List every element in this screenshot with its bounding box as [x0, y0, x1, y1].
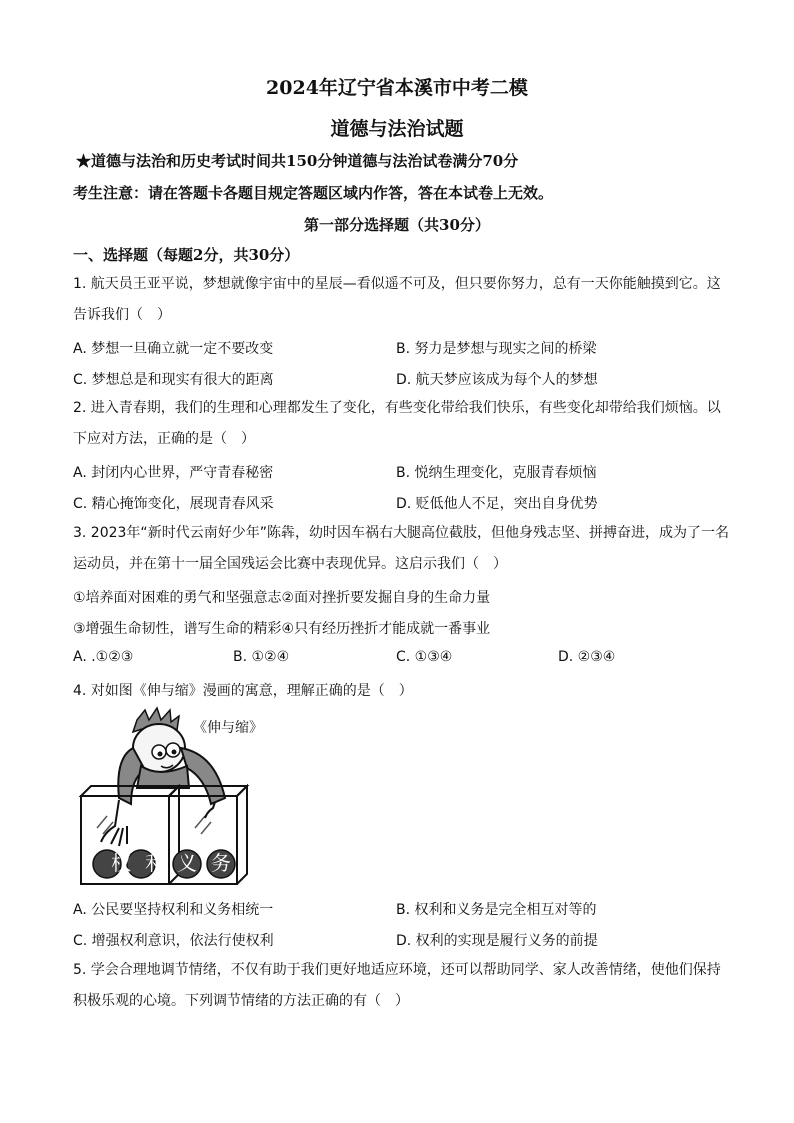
question-1-option-c: C. 梦想总是和现实有很大的距离 [73, 372, 274, 388]
question-2-option-b: B. 悦纳生理变化，克服青春烦恼 [396, 465, 597, 481]
question-3-statement-2: ③增强生命韧性，谱写生命的精彩④只有经历挫折才能成就一番事业 [73, 621, 491, 637]
question-5-stem: 5. 学会合理地调节情绪，不仅有助于我们更好地适应环境，还可以帮助同学、家人改善情绪，使他们保持积极乐观的心境。下列调节情绪的方法正确的有（ ） [73, 962, 721, 1009]
glass-reflections [97, 816, 211, 834]
comic-illustration [75, 708, 263, 888]
question-3-stem: 3. 2023年“新时代云南好少年”陈犇，幼时因车祸右大腿高位截肢，但他身残志坚、拼搏奋进，成为了一名运动员，并在第十一届全国残运会比赛中表现优异。这启示我们（ ） [73, 525, 729, 572]
comic-label-rights: 权利 [111, 851, 179, 875]
question-2-option-c: C. 精心掩饰变化，展现青春风采 [73, 496, 274, 512]
question-2-stem: 2. 进入青春期，我们的生理和心理都发生了变化，有些变化带给我们快乐，有些变化却带给我们烦恼。以下应对方法，正确的是（ ） [73, 400, 721, 447]
comic-caption: 《伸与缩》 [193, 720, 263, 736]
question-4-option-d: D. 权利的实现是履行义务的前提 [396, 933, 598, 949]
part-title: 第一部分选择题（共30分） [304, 216, 490, 234]
question-1-option-a: A. 梦想一旦确立就一定不要改变 [73, 341, 274, 357]
question-3-option-a: A. .①②③ [73, 649, 134, 665]
question-2-option-a: A. 封闭内心世界，严守青春秘密 [73, 465, 274, 481]
section-title: 一、选择题（每题2分，共30分） [73, 246, 300, 264]
question-3-option-b: B. ①②④ [233, 649, 290, 665]
exam-time-note: ★道德与法治和历史考试时间共150分钟道德与法治试卷满分70分 [76, 152, 519, 170]
question-3-statement-1: ①培养面对困难的勇气和坚强意志②面对挫折要发掘自身的生命力量 [73, 590, 491, 606]
question-1-option-d: D. 航天梦应该成为每个人的梦想 [396, 372, 598, 388]
comic-label-duties: 义务 [177, 851, 245, 875]
question-1-option-b: B. 努力是梦想与现实之间的桥梁 [396, 341, 597, 357]
exam-title: 2024年辽宁省本溪市中考二模 [266, 77, 528, 99]
question-2-option-d: D. 贬低他人不足，突出自身优势 [396, 496, 598, 512]
question-3-option-d: D. ②③④ [558, 649, 616, 665]
question-4-stem: 4. 对如图《伸与缩》漫画的寓意，理解正确的是（ ） [73, 683, 413, 699]
left-hand-shape [101, 800, 127, 846]
question-1-stem: 1. 航天员王亚平说，梦想就像宇宙中的星辰—看似遥不可及，但只要你努力，总有一天你能触摸到它。这告诉我们（ ） [73, 276, 721, 323]
question-4-option-a: A. 公民要坚持权利和义务相统一 [73, 902, 274, 918]
candidate-notice: 考生注意：请在答题卡各题目规定答题区域内作答，答在本试卷上无效。 [73, 184, 554, 202]
question-3-option-c: C. ①③④ [396, 649, 453, 665]
right-hand-shape [205, 802, 215, 818]
question-4-option-c: C. 增强权利意识，依法行使权利 [73, 933, 274, 949]
exam-subtitle: 道德与法治试题 [330, 118, 464, 140]
question-4-option-b: B. 权利和义务是完全相互对等的 [396, 902, 597, 918]
